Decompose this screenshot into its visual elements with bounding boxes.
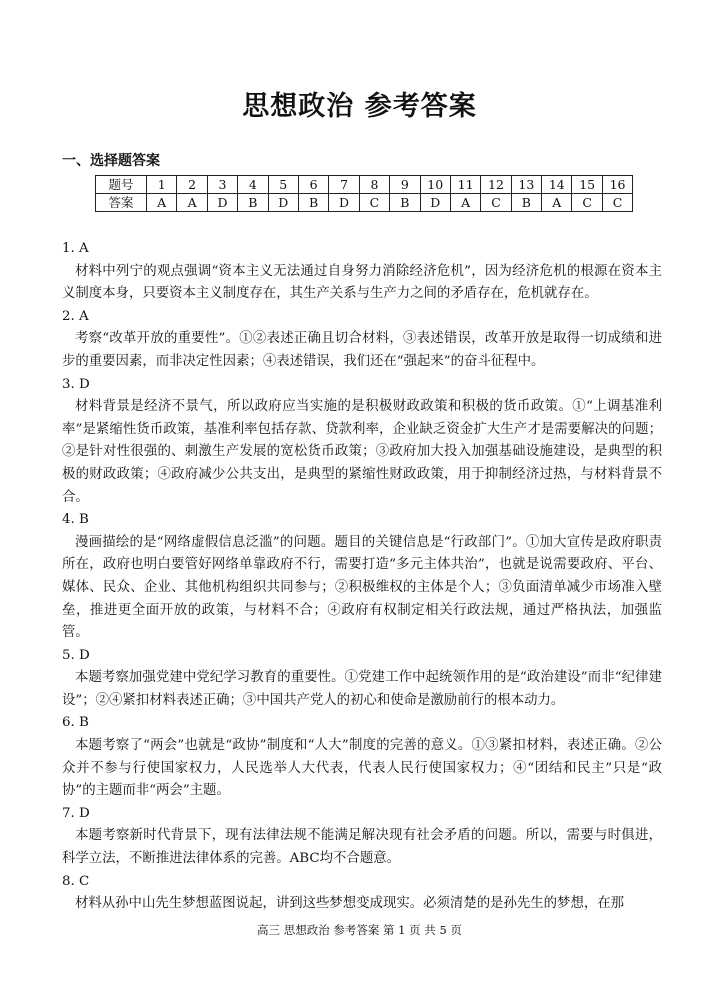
table-cell-answer: A [450, 194, 480, 212]
table-cell-answer: B [390, 194, 420, 212]
table-cell-answer: A [177, 194, 207, 212]
question-explanation: 本题考察了“两会”也就是“政协”制度和“人大”制度的完善的意义。①③紧扣材料，表述正确。②公众并不参与行使国家权力，人民选举人大代表，代表人民行使国家权力；④“团结和民主”只是“政协”的主题而非“两会”主题。 [62, 738, 662, 799]
question-explanation: 材料背景是经济不景气，所以政府应当实施的是积极财政政策和积极的货币政策。①“上调基准利率”是紧缩性货币政策，基准利率包括存款、贷款利率，企业缺乏资金扩大生产才是需要解决的问题；②是针对性很强的、刺激生产发展的宽松货币政策；③政府加大投入加强基础设施建设，是典型的积极的财政政策；④政府减少公共支出，是典型的紧缩性财政政策，用于抑制经济过热，与材料背景不合。 [62, 399, 662, 505]
table-cell-number: 9 [390, 176, 420, 194]
question-number: 3. D [62, 376, 90, 392]
table-cell-answer: A [147, 194, 177, 212]
question-explanation: 材料中列宁的观点强调“资本主义无法通过自身努力消除经济危机”，因为经济危机的根源在资本主义制度本身，只要资本主义制度存在，其生产关系与生产力之间的矛盾存在，危机就存在。 [62, 263, 662, 302]
question-number: 7. D [62, 805, 90, 821]
table-row-numbers [96, 176, 633, 194]
table-row-label: 答案 [96, 194, 147, 212]
table-cell-answer: D [329, 194, 359, 212]
table-cell-number: 15 [572, 176, 602, 194]
table-cell-answer: C [359, 194, 389, 212]
table-cell-number: 8 [359, 176, 389, 194]
table-cell-answer: C [481, 194, 511, 212]
table-cell-answer: C [572, 194, 602, 212]
table-cell-number: 5 [268, 176, 298, 194]
table-cell-answer: B [298, 194, 328, 212]
table-cell-number: 4 [238, 176, 268, 194]
page-footer: 高三 思想政治 参考答案 第 1 页 共 5 页 [257, 923, 462, 937]
question-explanation: 考察“改革开放的重要性”。①②表述正确且切合材料，③表述错误，改革开放是取得一切成绩和进步的重要因素，而非决定性因素；④表述错误，我们还在“强起来”的奋斗征程中。 [62, 331, 662, 369]
table-cell-number: 16 [602, 176, 632, 194]
answer-explanations [62, 238, 662, 916]
table-row-label: 题号 [96, 176, 147, 194]
table-cell-answer: C [602, 194, 632, 212]
question-explanation: 本题考察新时代背景下，现有法律法规不能满足解决现有社会矛盾的问题。所以，需要与时俱进，科学立法，不断推进法律体系的完善。ABC均不合题意。 [62, 828, 662, 867]
section-heading: 一、选择题答案 [62, 153, 160, 169]
question-explanation: 材料从孙中山先生梦想蓝图说起，讲到这些梦想变成现实。必须清楚的是孙先生的梦想，在那 [75, 896, 625, 912]
page-title: 思想政治 参考答案 [242, 91, 477, 122]
answer-table [95, 175, 633, 212]
table-cell-number: 7 [329, 176, 359, 194]
question-explanation: 漫画描绘的是“网络虚假信息泛滥”的问题。题目的关键信息是“行政部门”。①加大宣传是政府职责所在，政府也明白要管好网络单靠政府不行，需要打造“多元主体共治”，也就是说需要政府、平台、媒体、民众、企业、其他机构组织共同参与；②积极维权的主体是个人；③负面清单减少市场准入壁垒，推进更全面开放的政策，与材料不合；④政府有权制定相关行政法规，通过严格执法，加强监管。 [62, 534, 662, 641]
question-explanation: 本题考察加强党建中党纪学习教育的重要性。①党建工作中起统领作用的是“政治建设”而非“纪律建设”；②④紧扣材料表述正确；③中国共产党人的初心和使命是激励前行的根本动力。 [62, 670, 662, 708]
table-cell-number: 3 [207, 176, 237, 194]
table-cell-number: 1 [147, 176, 177, 194]
table-cell-answer: D [420, 194, 450, 212]
table-cell-answer: D [268, 194, 298, 212]
table-cell-number: 12 [481, 176, 511, 194]
table-cell-answer: B [238, 194, 268, 212]
question-number: 5. D [62, 647, 90, 663]
table-cell-number: 13 [511, 176, 541, 194]
question-number: 2. A [62, 308, 89, 324]
table-cell-answer: D [207, 194, 237, 212]
table-cell-number: 11 [450, 176, 480, 194]
question-number: 1. A [62, 241, 89, 256]
table-cell-number: 2 [177, 176, 207, 194]
question-number: 8. C [62, 873, 90, 889]
question-number: 6. B [62, 715, 89, 731]
question-number: 4. B [62, 512, 89, 528]
table-cell-answer: B [511, 194, 541, 212]
table-cell-answer: A [542, 194, 572, 212]
table-cell-number: 10 [420, 176, 450, 194]
table-cell-number: 14 [542, 176, 572, 194]
table-cell-number: 6 [298, 176, 328, 194]
table-row-answers [96, 194, 633, 212]
